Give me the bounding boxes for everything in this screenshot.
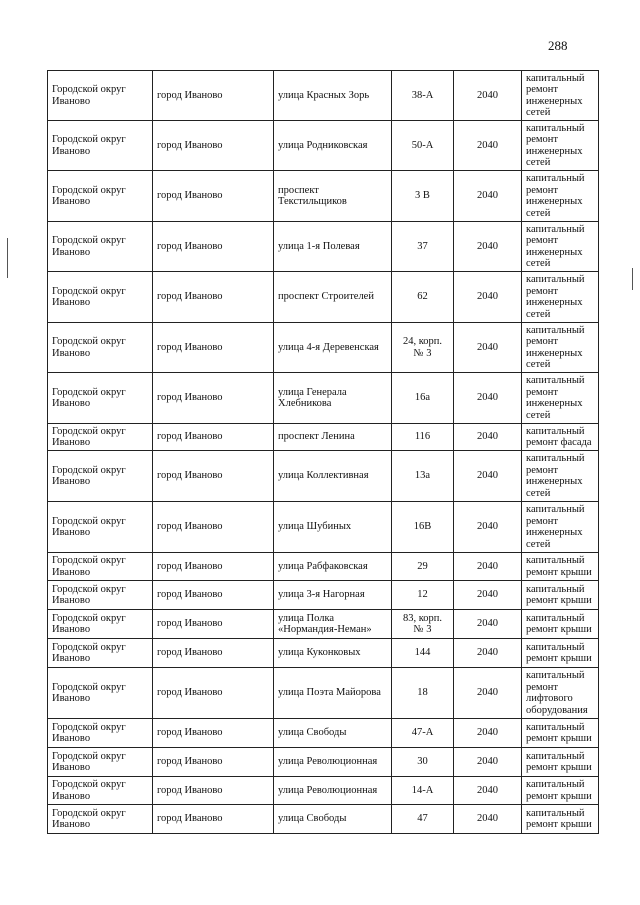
okrug-text: Городской округ Иваново (52, 641, 126, 664)
year-cell (454, 777, 522, 805)
house-text: 13а (414, 470, 431, 482)
street-cell (274, 777, 392, 805)
okrug-cell (48, 272, 153, 323)
house-cell (392, 502, 454, 553)
street-cell (274, 451, 392, 502)
year-cell (454, 748, 522, 777)
street-cell (274, 581, 392, 610)
street-text: улица Коллективная (278, 470, 369, 482)
work-text: капитальный ремонт фасада (526, 425, 592, 448)
year-text: 2040 (477, 139, 498, 151)
house-cell (392, 424, 454, 451)
house-cell (392, 639, 454, 668)
work-text: капитальный ремонт крыши (526, 641, 592, 664)
city-cell (153, 719, 274, 748)
year-text: 2040 (477, 727, 498, 739)
okrug-text: Городской округ Иваново (52, 583, 126, 606)
house-cell (392, 668, 454, 719)
city-text: город Иваново (157, 521, 223, 533)
work-cell (522, 581, 599, 610)
year-cell (454, 805, 522, 834)
house-text: 83, корп. № 3 (402, 612, 443, 635)
city-cell (153, 639, 274, 668)
house-text: 144 (414, 647, 431, 659)
scan-mark-right (632, 268, 633, 290)
work-cell (522, 323, 599, 373)
work-text: капитальный ремонт крыши (526, 779, 592, 802)
year-text: 2040 (477, 560, 498, 572)
street-text: улица Генерала Хлебникова (278, 386, 347, 409)
house-text: 12 (417, 589, 428, 601)
city-text: город Иваново (157, 190, 223, 202)
table-row (48, 222, 599, 272)
work-text: капитальный ремонт инженерных сетей (526, 122, 585, 168)
work-text: капитальный ремонт инженерных сетей (526, 72, 585, 118)
house-cell (392, 451, 454, 502)
year-text: 2040 (477, 784, 498, 796)
city-cell (153, 373, 274, 424)
work-cell (522, 272, 599, 323)
year-cell (454, 639, 522, 668)
table-row (48, 777, 599, 805)
street-cell (274, 668, 392, 719)
year-cell (454, 373, 522, 424)
house-cell (392, 581, 454, 610)
city-text: город Иваново (157, 687, 223, 699)
city-cell (153, 777, 274, 805)
work-cell (522, 71, 599, 121)
street-cell (274, 272, 392, 323)
okrug-cell (48, 581, 153, 610)
table-row (48, 668, 599, 719)
year-text: 2040 (477, 190, 498, 202)
okrug-cell (48, 451, 153, 502)
house-cell (392, 71, 454, 121)
table-row (48, 373, 599, 424)
work-cell (522, 373, 599, 424)
okrug-text: Городской округ Иваново (52, 386, 126, 409)
okrug-text: Городской округ Иваново (52, 555, 126, 578)
street-text: улица Красных Зорь (278, 89, 370, 101)
street-text: проспект Ленина (278, 431, 355, 443)
street-cell (274, 748, 392, 777)
house-cell (392, 719, 454, 748)
okrug-text: Городской округ Иваново (52, 681, 126, 704)
street-text: улица 3-я Нагорная (278, 589, 365, 601)
house-text: 38-А (411, 89, 434, 101)
okrug-cell (48, 424, 153, 451)
work-text: капитальный ремонт инженерных сетей (526, 223, 585, 269)
work-text: капитальный ремонт инженерных сетей (526, 173, 585, 219)
okrug-text: Городской округ Иваново (52, 336, 126, 359)
city-cell (153, 71, 274, 121)
city-text: город Иваново (157, 813, 223, 825)
street-text: улица Рабфаковская (278, 560, 368, 572)
okrug-cell (48, 222, 153, 272)
city-text: город Иваново (157, 560, 223, 572)
street-cell (274, 71, 392, 121)
street-text: улица 4-я Деревенская (278, 341, 379, 353)
house-text: 37 (417, 240, 428, 252)
work-cell (522, 424, 599, 451)
house-text: 29 (417, 560, 428, 572)
okrug-cell (48, 777, 153, 805)
street-text: улица Родниковская (278, 139, 368, 151)
okrug-cell (48, 805, 153, 834)
city-cell (153, 272, 274, 323)
street-cell (274, 171, 392, 222)
work-cell (522, 121, 599, 171)
city-text: город Иваново (157, 431, 223, 443)
street-cell (274, 639, 392, 668)
city-cell (153, 581, 274, 610)
street-text: улица Куконковых (278, 647, 361, 659)
year-text: 2040 (477, 89, 498, 101)
work-text: капитальный ремонт крыши (526, 750, 592, 773)
year-cell (454, 553, 522, 581)
city-text: город Иваново (157, 89, 223, 101)
year-text: 2040 (477, 521, 498, 533)
year-cell (454, 71, 522, 121)
okrug-cell (48, 610, 153, 639)
okrug-text: Городской округ Иваново (52, 425, 126, 448)
city-cell (153, 668, 274, 719)
city-text: город Иваново (157, 784, 223, 796)
city-text: город Иваново (157, 341, 223, 353)
street-cell (274, 610, 392, 639)
work-cell (522, 777, 599, 805)
year-text: 2040 (477, 756, 498, 768)
year-text: 2040 (477, 291, 498, 303)
city-cell (153, 553, 274, 581)
year-text: 2040 (477, 813, 498, 825)
year-text: 2040 (477, 431, 498, 443)
table-row (48, 639, 599, 668)
okrug-cell (48, 373, 153, 424)
house-text: 18 (417, 687, 428, 699)
house-cell (392, 222, 454, 272)
year-text: 2040 (477, 392, 498, 404)
okrug-text: Городской округ Иваново (52, 721, 126, 744)
street-cell (274, 373, 392, 424)
work-cell (522, 451, 599, 502)
work-cell (522, 805, 599, 834)
house-text: 116 (414, 431, 431, 443)
okrug-text: Городской округ Иваново (52, 235, 126, 258)
year-cell (454, 323, 522, 373)
work-cell (522, 171, 599, 222)
table-row (48, 805, 599, 834)
city-text: город Иваново (157, 392, 223, 404)
city-cell (153, 805, 274, 834)
okrug-cell (48, 668, 153, 719)
year-cell (454, 502, 522, 553)
street-text: улица 1-я Полевая (278, 240, 360, 252)
city-text: город Иваново (157, 470, 223, 482)
table-row (48, 323, 599, 373)
work-cell (522, 748, 599, 777)
work-cell (522, 222, 599, 272)
work-text: капитальный ремонт крыши (526, 583, 592, 606)
work-cell (522, 553, 599, 581)
table-row (48, 581, 599, 610)
house-text: 30 (417, 756, 428, 768)
city-cell (153, 610, 274, 639)
okrug-text: Городской округ Иваново (52, 807, 126, 830)
house-cell (392, 373, 454, 424)
year-cell (454, 668, 522, 719)
city-text: город Иваново (157, 618, 223, 630)
okrug-cell (48, 639, 153, 668)
city-cell (153, 121, 274, 171)
okrug-text: Городской округ Иваново (52, 612, 126, 635)
street-text: улица Свободы (278, 813, 347, 825)
street-text: улица Поэта Майорова (278, 687, 381, 699)
city-text: город Иваново (157, 240, 223, 252)
okrug-cell (48, 71, 153, 121)
work-text: капитальный ремонт крыши (526, 807, 592, 830)
year-text: 2040 (477, 647, 498, 659)
street-text: проспект Строителей (278, 291, 374, 303)
okrug-cell (48, 323, 153, 373)
register-table (47, 70, 599, 834)
year-text: 2040 (477, 589, 498, 601)
city-cell (153, 323, 274, 373)
house-text: 24, корп. № 3 (402, 336, 443, 359)
year-cell (454, 451, 522, 502)
work-text: капитальный ремонт инженерных сетей (526, 504, 585, 550)
okrug-text: Городской округ Иваново (52, 84, 126, 107)
house-cell (392, 121, 454, 171)
house-cell (392, 323, 454, 373)
city-cell (153, 424, 274, 451)
okrug-cell (48, 748, 153, 777)
okrug-text: Городской округ Иваново (52, 285, 126, 308)
year-text: 2040 (477, 341, 498, 353)
table-row (48, 748, 599, 777)
okrug-cell (48, 171, 153, 222)
table-row (48, 171, 599, 222)
house-text: 14-А (411, 784, 434, 796)
table-row (48, 502, 599, 553)
street-text: улица Свободы (278, 727, 347, 739)
street-cell (274, 222, 392, 272)
year-cell (454, 610, 522, 639)
street-cell (274, 424, 392, 451)
house-text: 47 (417, 813, 428, 825)
street-cell (274, 719, 392, 748)
house-text: 47-А (411, 727, 434, 739)
street-cell (274, 805, 392, 834)
year-cell (454, 719, 522, 748)
house-text: 62 (417, 291, 428, 303)
year-text: 2040 (477, 618, 498, 630)
work-text: капитальный ремонт инженерных сетей (526, 324, 585, 370)
house-text: 50-А (411, 139, 434, 151)
city-text: город Иваново (157, 647, 223, 659)
house-text: 3 В (415, 190, 430, 202)
street-text: улица Полка «Нормандия-Неман» (278, 612, 372, 635)
work-text: капитальный ремонт инженерных сетей (526, 453, 585, 499)
okrug-text: Городской округ Иваново (52, 464, 126, 487)
year-text: 2040 (477, 240, 498, 252)
work-cell (522, 502, 599, 553)
okrug-text: Городской округ Иваново (52, 779, 126, 802)
okrug-cell (48, 553, 153, 581)
house-cell (392, 553, 454, 581)
year-cell (454, 581, 522, 610)
house-cell (392, 748, 454, 777)
table-row (48, 553, 599, 581)
work-text: капитальный ремонт инженерных сетей (526, 274, 585, 320)
okrug-text: Городской округ Иваново (52, 134, 126, 157)
street-cell (274, 502, 392, 553)
city-cell (153, 222, 274, 272)
city-text: город Иваново (157, 727, 223, 739)
scan-mark-left (7, 238, 8, 278)
work-cell (522, 719, 599, 748)
work-text: капитальный ремонт крыши (526, 555, 592, 578)
year-cell (454, 121, 522, 171)
table-row (48, 71, 599, 121)
year-text: 2040 (477, 687, 498, 699)
city-cell (153, 748, 274, 777)
year-cell (454, 272, 522, 323)
city-text: город Иваново (157, 291, 223, 303)
okrug-text: Городской округ Иваново (52, 750, 126, 773)
table-row (48, 719, 599, 748)
table-row (48, 451, 599, 502)
page-number: 288 (548, 38, 568, 53)
street-cell (274, 121, 392, 171)
work-text: капитальный ремонт лифтового оборудования (526, 670, 588, 716)
city-cell (153, 451, 274, 502)
city-text: город Иваново (157, 756, 223, 768)
table-row (48, 610, 599, 639)
work-text: капитальный ремонт инженерных сетей (526, 375, 585, 421)
city-cell (153, 502, 274, 553)
year-cell (454, 222, 522, 272)
house-cell (392, 610, 454, 639)
house-cell (392, 777, 454, 805)
street-cell (274, 323, 392, 373)
work-cell (522, 610, 599, 639)
register-table-body (48, 71, 599, 834)
okrug-cell (48, 719, 153, 748)
house-cell (392, 272, 454, 323)
street-text: улица Революционная (278, 756, 378, 768)
work-cell (522, 639, 599, 668)
table-row (48, 424, 599, 451)
okrug-text: Городской округ Иваново (52, 515, 126, 538)
street-text: улица Революционная (278, 784, 378, 796)
house-cell (392, 805, 454, 834)
house-text: 16а (414, 392, 431, 404)
house-text: 16В (413, 521, 432, 533)
okrug-text: Городской округ Иваново (52, 184, 126, 207)
city-text: город Иваново (157, 589, 223, 601)
year-cell (454, 171, 522, 222)
city-text: город Иваново (157, 139, 223, 151)
okrug-cell (48, 121, 153, 171)
street-text: улица Шубиных (278, 521, 352, 533)
work-text: капитальный ремонт крыши (526, 612, 592, 635)
table-row (48, 121, 599, 171)
work-cell (522, 668, 599, 719)
street-cell (274, 553, 392, 581)
okrug-cell (48, 502, 153, 553)
house-cell (392, 171, 454, 222)
street-text: проспект Текстильщиков (278, 184, 347, 207)
city-cell (153, 171, 274, 222)
work-text: капитальный ремонт крыши (526, 721, 592, 744)
year-cell (454, 424, 522, 451)
table-row (48, 272, 599, 323)
year-text: 2040 (477, 470, 498, 482)
